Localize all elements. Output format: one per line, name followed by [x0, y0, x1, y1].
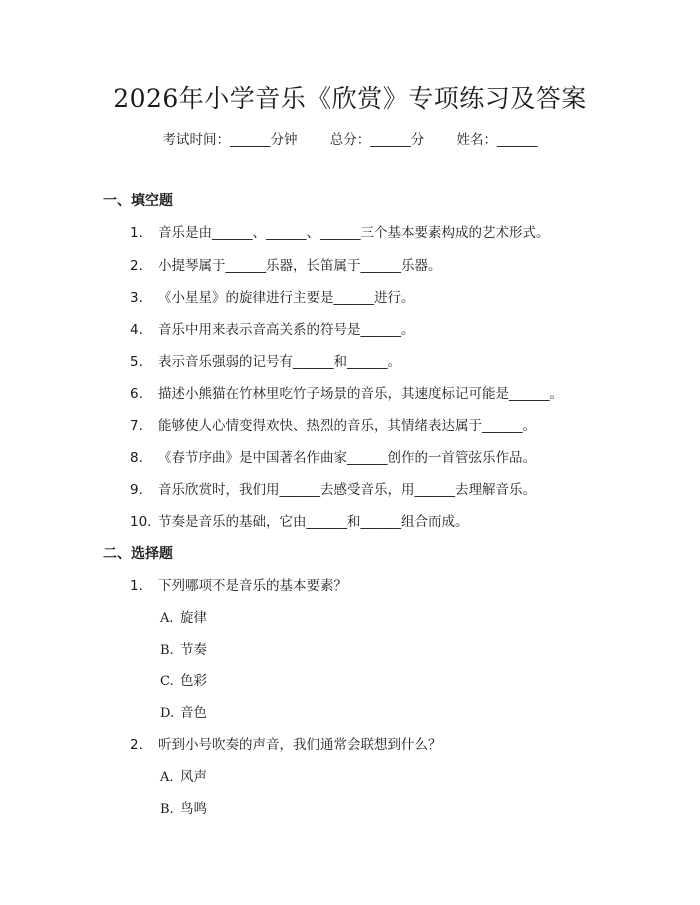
choice-option	[160, 671, 207, 692]
choice-option	[160, 799, 207, 820]
option-text: 鸟鸣	[180, 801, 207, 817]
question-number: 1.	[130, 578, 143, 594]
option-letter: D.	[160, 706, 175, 721]
option-text: 风声	[180, 769, 207, 785]
question-text: 音乐欣赏时，我们用______去感受音乐，用______去理解音乐。	[158, 482, 536, 498]
option-letter: B.	[160, 802, 174, 817]
question-item	[130, 288, 415, 308]
question-number: 3.	[130, 290, 143, 306]
choice-option	[160, 640, 207, 661]
question-number: 1.	[130, 225, 143, 241]
question-item	[130, 512, 469, 532]
question-text: 下列哪项不是音乐的基本要素？	[158, 578, 347, 594]
option-letter: A.	[160, 770, 174, 785]
exam-time: 考试时间：______分钟	[162, 132, 298, 148]
question-number: 5.	[130, 354, 143, 370]
question-text: 听到小号吹奏的声音，我们通常会联想到什么？	[158, 737, 442, 753]
question-text: 音乐中用来表示音高关系的符号是______。	[158, 322, 415, 338]
question-text: 表示音乐强弱的记号有______和______。	[158, 354, 401, 370]
total-score: 总分：______分	[329, 132, 425, 148]
question-item	[130, 416, 536, 436]
question-item	[130, 223, 550, 243]
question-text: 描述小熊猫在竹林里吃竹子场景的音乐，其速度标记可能是______。	[158, 386, 563, 402]
option-letter: A.	[160, 611, 174, 626]
option-letter: C.	[160, 674, 174, 689]
question-text: 小提琴属于______乐器，长笛属于______乐器。	[158, 258, 442, 274]
option-text: 节奏	[180, 642, 207, 658]
choice-option	[160, 703, 207, 724]
question-item	[130, 735, 442, 755]
question-text: 节奏是音乐的基础，它由______和______组合而成。	[158, 514, 469, 530]
question-item	[130, 256, 442, 276]
question-item	[130, 576, 347, 596]
question-item	[130, 480, 536, 500]
question-item	[130, 320, 415, 340]
question-number: 2.	[130, 258, 143, 274]
choice-option	[160, 767, 207, 788]
question-text: 《春节序曲》是中国著名作曲家______创作的一首管弦乐作品。	[158, 450, 536, 466]
option-text: 色彩	[180, 673, 207, 689]
question-number: 7.	[130, 418, 143, 434]
page-title: 2026年小学音乐《欣赏》专项练习及答案	[113, 84, 587, 113]
option-letter: B.	[160, 643, 174, 658]
question-item	[130, 384, 563, 404]
question-number: 4.	[130, 322, 143, 338]
question-number: 9.	[130, 482, 143, 498]
question-number: 2.	[130, 737, 143, 753]
question-text: 《小星星》的旋律进行主要是______进行。	[158, 290, 415, 306]
question-number: 8.	[130, 450, 143, 466]
question-number: 10.	[130, 514, 152, 530]
section-heading-fill-blank: 一、填空题	[103, 193, 173, 209]
section-heading-multiple-choice: 二、选择题	[103, 546, 173, 562]
exam-meta	[0, 130, 700, 150]
choice-option	[160, 608, 207, 629]
question-text: 能够使人心情变得欢快、热烈的音乐，其情绪表达属于______。	[158, 418, 536, 434]
question-number: 6.	[130, 386, 143, 402]
question-text: 音乐是由______、______、______三个基本要素构成的艺术形式。	[158, 225, 550, 241]
option-text: 旋律	[180, 610, 207, 626]
option-text: 音色	[180, 705, 207, 721]
question-item	[130, 352, 401, 372]
question-item	[130, 448, 536, 468]
student-name: 姓名：______	[456, 132, 538, 148]
